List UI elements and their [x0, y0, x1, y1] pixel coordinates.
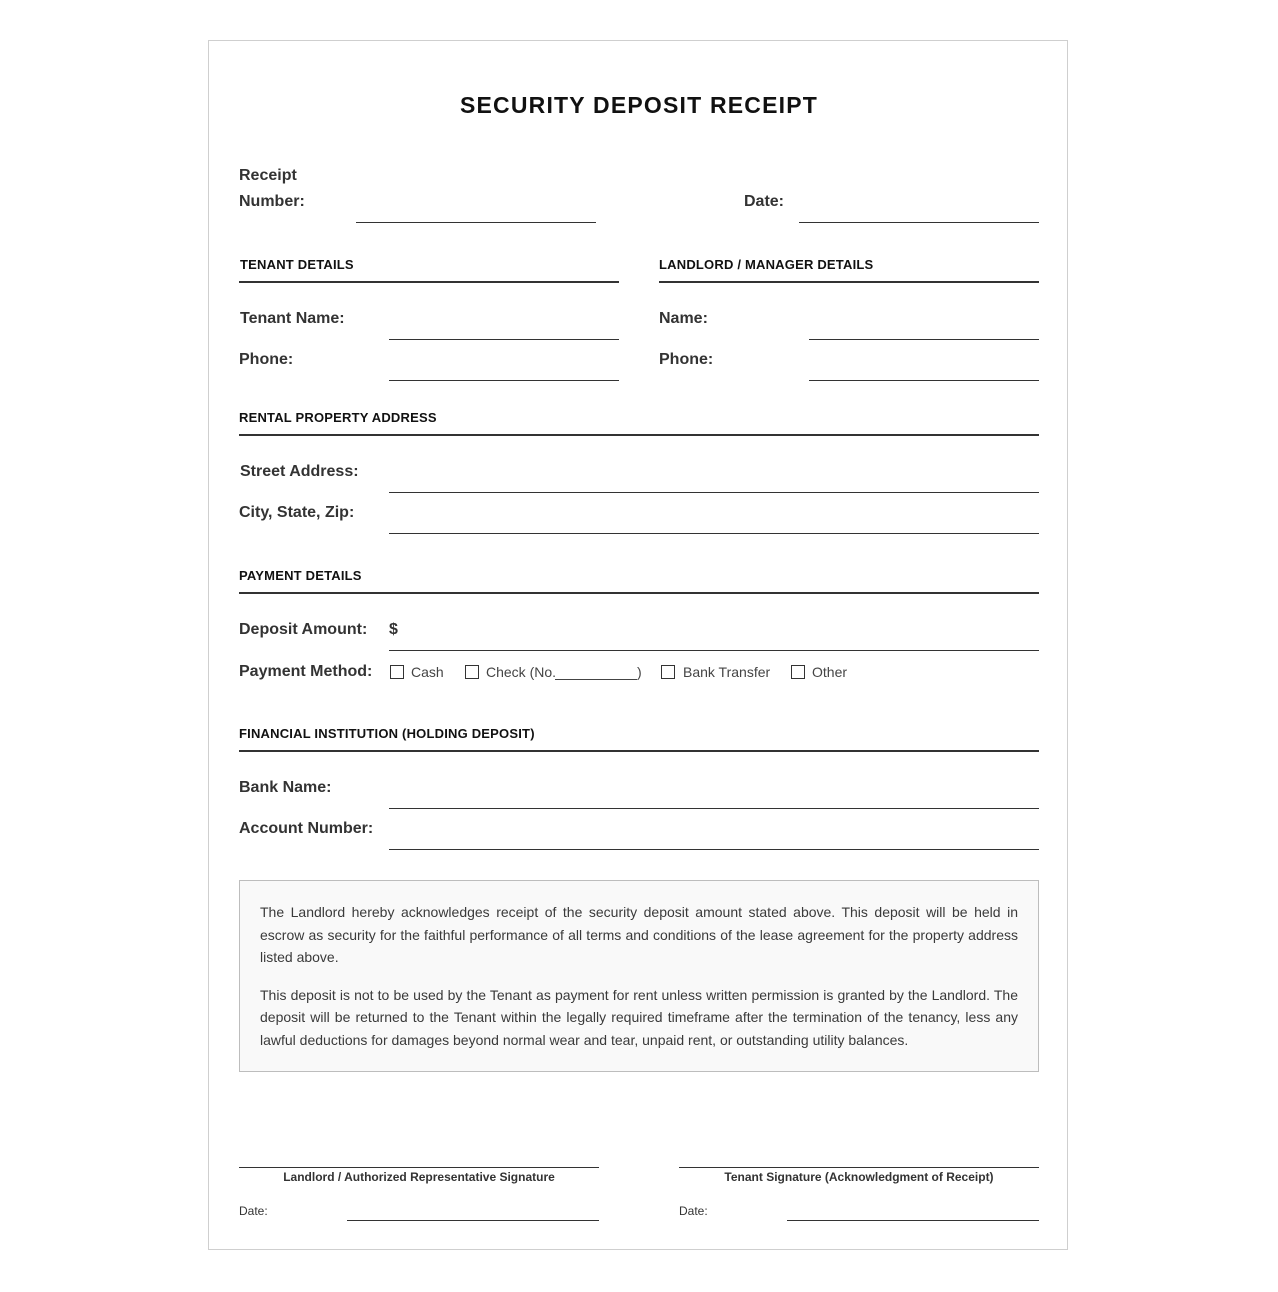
landlord-signature-date-field[interactable]: [347, 1220, 599, 1221]
landlord-details-rule: [659, 281, 1039, 283]
receipt-date-field[interactable]: [799, 222, 1039, 223]
check-checkbox[interactable]: [465, 665, 479, 679]
tenant-details-heading: TENANT DETAILS: [240, 257, 354, 272]
receipt-number-field[interactable]: [356, 222, 596, 223]
account-number-label: Account Number:: [239, 820, 374, 837]
check-option-close: ): [637, 664, 642, 680]
landlord-phone-field[interactable]: [809, 380, 1039, 381]
tenant-details-rule: [239, 281, 619, 283]
landlord-signature-date-label: Date:: [239, 1204, 268, 1218]
bank-name-field[interactable]: [389, 808, 1039, 809]
tenant-phone-label: Phone:: [239, 351, 294, 368]
payment-details-rule: [239, 592, 1039, 594]
street-address-label: Street Address:: [240, 463, 359, 480]
landlord-name-field[interactable]: [809, 339, 1039, 340]
deposit-amount-label: Deposit Amount:: [239, 621, 368, 638]
tenant-phone-field[interactable]: [389, 380, 619, 381]
tenant-signature-date-label: Date:: [679, 1204, 708, 1218]
property-address-rule: [239, 434, 1039, 436]
notice-paragraph-2: This deposit is not to be used by the Tenant as payment for rent unless written permission is granted by the Landlord. The deposit will be returned to the Tenant within the legally required timeframe after the termination of the tenancy, less any lawful deductions for damages beyond normal wear and tear, unpaid rent, or outstanding utility balances.: [260, 986, 1018, 1048]
check-option-label: Check (No.: [486, 664, 557, 680]
landlord-signature-line[interactable]: [239, 1167, 599, 1168]
receipt-date-label: Date:: [744, 193, 785, 210]
landlord-signature-caption: Landlord / Authorized Representative Signature: [283, 1170, 555, 1184]
property-address-heading: RENTAL PROPERTY ADDRESS: [239, 410, 437, 425]
acknowledgment-notice: [239, 880, 1039, 1072]
check-number-field[interactable]: [555, 679, 637, 680]
notice-paragraph-1: The Landlord hereby acknowledges receipt of the security deposit amount stated above. This deposit will be held in escrow as security for the faithful performance of all terms and conditions of the lease agreement for the property address listed above.: [260, 904, 1018, 965]
other-option-label: Other: [812, 664, 848, 680]
tenant-signature-line[interactable]: [679, 1167, 1039, 1168]
bank-transfer-checkbox[interactable]: [661, 665, 675, 679]
account-number-field[interactable]: [389, 849, 1039, 850]
other-checkbox[interactable]: [791, 665, 805, 679]
receipt-number-label-line1: Receipt: [239, 167, 297, 184]
payment-method-label: Payment Method:: [239, 663, 373, 680]
bank-transfer-option-label: Bank Transfer: [683, 664, 771, 680]
cash-checkbox[interactable]: [390, 665, 404, 679]
tenant-name-field[interactable]: [389, 339, 619, 340]
receipt-number-label-line2: Number:: [239, 193, 305, 210]
receipt-form-page: [208, 40, 1068, 1250]
financial-institution-rule: [239, 750, 1039, 752]
currency-symbol: $: [389, 621, 398, 638]
landlord-details-heading: LANDLORD / MANAGER DETAILS: [659, 257, 874, 272]
landlord-phone-label: Phone:: [659, 351, 714, 368]
cash-option-label: Cash: [411, 664, 444, 680]
street-address-field[interactable]: [389, 492, 1039, 493]
city-state-zip-field[interactable]: [389, 533, 1039, 534]
tenant-signature-date-field[interactable]: [787, 1220, 1039, 1221]
payment-details-heading: PAYMENT DETAILS: [239, 568, 362, 583]
tenant-signature-caption: Tenant Signature (Acknowledgment of Receipt): [724, 1170, 994, 1184]
financial-institution-heading: FINANCIAL INSTITUTION (HOLDING DEPOSIT): [239, 726, 535, 741]
landlord-name-label: Name:: [659, 310, 708, 327]
tenant-name-label: Tenant Name:: [240, 310, 345, 327]
city-state-zip-label: City, State, Zip:: [239, 504, 355, 521]
deposit-amount-field[interactable]: [389, 650, 1039, 651]
bank-name-label: Bank Name:: [239, 779, 332, 796]
document-title: SECURITY DEPOSIT RECEIPT: [459, 92, 819, 118]
